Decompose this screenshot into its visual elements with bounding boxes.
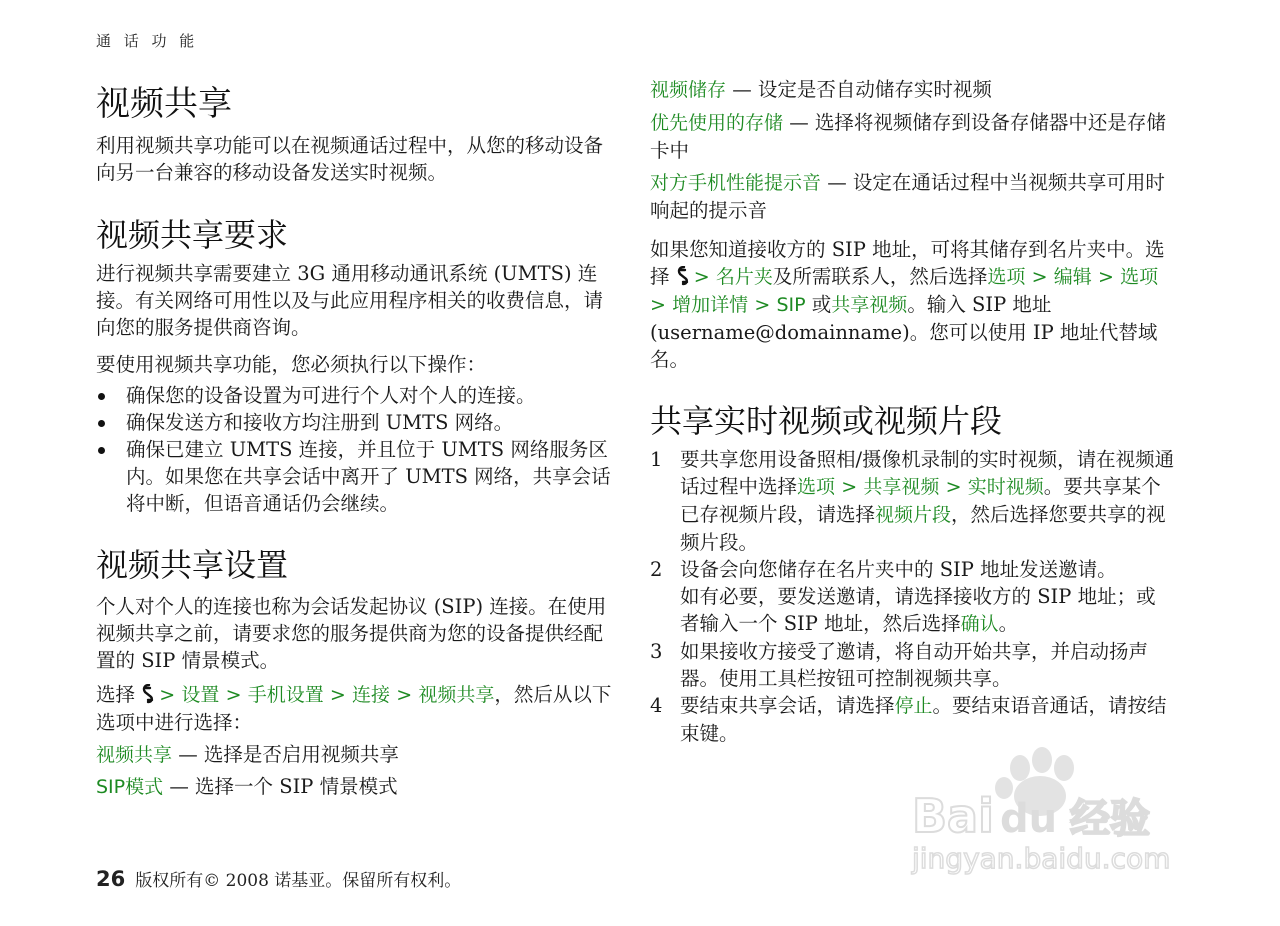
svg-text:Bai: Bai	[912, 789, 994, 843]
section-title-video-sharing: 视频共享	[96, 84, 232, 124]
option-label[interactable]: 视频储存	[650, 79, 727, 101]
heading-settings: 视频共享设置	[96, 546, 289, 584]
menu-path-sip[interactable]: SIP	[776, 294, 806, 316]
option-preferred-storage: 优先使用的存储 — 选择将视频储存到设备存储器中还是存储卡中	[650, 111, 1166, 162]
page-number: 26	[96, 867, 126, 891]
list-item: 3 如果接收方接受了邀请，将自动开始共享，并启动扬声器。使用工具栏按钮可控制视频共享。	[650, 640, 1149, 690]
option-video-sharing: 视频共享 — 选择是否启用视频共享	[96, 743, 399, 766]
list-item: 确保已建立 UMTS 连接，并且位于 UMTS 网络服务区内。如果您在共享会话中离开了 UMTS 网络，共享会话将中断，但语音通话仍会继续。	[96, 436, 621, 517]
running-head: 通 话 功 能	[96, 32, 199, 50]
list-item: 确保您的设备设置为可进行个人对个人的连接。	[96, 382, 621, 409]
menu-path-contacts[interactable]: 名片夹	[715, 266, 773, 288]
heading-share-live-video: 共享实时视频或视频片段	[650, 402, 1003, 440]
page-footer	[96, 866, 461, 891]
copyright-text: 版权所有© 2008 诺基亚。保留所有权利。	[135, 871, 462, 891]
list-item: 确保发送方和接收方均注册到 UMTS 网络。	[96, 409, 621, 436]
list-item: 1 要共享您用设备照相/摄像机录制的实时视频，请在视频通话过程中选择选项 > 共享视频 > 实时视频。要共享某个已存视频片段，请选择视频片段，然后选择您要共享的视频片段。	[650, 448, 1175, 554]
option-sip-profile: SIP模式 — 选择一个 SIP 情景模式	[96, 775, 398, 798]
menu-path-video-sharing[interactable]: 视频共享	[418, 684, 495, 706]
settings-path-paragraph: 选择 > 设置 > 手机设置 > 连接 > 视频共享，然后从以下选项中进行选择：	[96, 683, 612, 734]
menu-path-phone-settings[interactable]: 手机设置	[247, 684, 324, 706]
menu-path-share-video[interactable]: 共享视频	[863, 476, 940, 498]
option-label[interactable]: 对方手机性能提示音	[650, 172, 822, 194]
menu-path-video-clip[interactable]: 视频片段	[875, 504, 952, 526]
menu-key-icon	[676, 266, 692, 286]
requirements-list	[96, 382, 621, 517]
option-alert-tone: 对方手机性能提示音 — 设定在通话过程中当视频共享可用时响起的提示音	[650, 171, 1165, 222]
option-label[interactable]: 视频共享	[96, 744, 173, 766]
heading-requirements: 视频共享要求	[96, 216, 289, 254]
svg-text:经验: 经验	[1070, 796, 1150, 842]
menu-path-edit[interactable]: 编辑	[1053, 266, 1092, 288]
intro-paragraph: 利用视频共享功能可以在视频通话过程中，从您的移动设备向另一台兼容的移动设备发送实时视频。	[96, 134, 604, 184]
list-item: 2 设备会向您储存在名片夹中的 SIP 地址发送邀请。 如有必要，要发送邀请，请选择接收方的 SIP 地址；或者输入一个 SIP 地址，然后选择确认。	[650, 558, 1156, 635]
menu-path-options[interactable]: 选项	[987, 266, 1026, 288]
menu-path-live-video[interactable]: 实时视频	[967, 476, 1044, 498]
menu-path-share-video[interactable]: 共享视频	[831, 294, 908, 316]
menu-path-connection[interactable]: 连接	[352, 684, 391, 706]
menu-path-add-detail[interactable]: 增加详情	[672, 294, 749, 316]
svg-text:du: du	[1000, 796, 1058, 842]
menu-path-stop[interactable]: 停止	[894, 695, 933, 717]
settings-paragraph: 个人对个人的连接也称为会话发起协议 (SIP) 连接。在使用视频共享之前，请要求您的服务提供商为您的设备提供经配置的 SIP 情景模式。	[96, 595, 607, 672]
list-item: 4 要结束共享会话，请选择停止。要结束语音通话，请按结束键。	[650, 694, 1167, 745]
menu-path-options[interactable]: 选项	[797, 476, 836, 498]
menu-path-settings[interactable]: 设置	[181, 684, 220, 706]
option-label[interactable]: SIP模式	[96, 776, 164, 798]
menu-key-icon	[141, 684, 157, 704]
sip-address-paragraph: 如果您知道接收方的 SIP 地址，可将其储存到名片夹中。选择 > 名片夹及所需联系人，然后选择选项 > 编辑 > 选项 > 增加详情 > SIP 或共享视频。输入 SIP 地址 (username@domainname)。您可以使用 IP 地址代替域名。	[650, 238, 1165, 371]
requirements-lead: 要使用视频共享功能，您必须执行以下操作：	[96, 353, 487, 376]
requirements-paragraph: 进行视频共享需要建立 3G 通用移动通讯系统 (UMTS) 连接。有关网络可用性以及与此应用程序相关的收费信息，请向您的服务提供商咨询。	[96, 262, 604, 339]
menu-path-options-2[interactable]: 选项	[1120, 266, 1159, 288]
steps-list	[650, 446, 1175, 747]
baidu-paw-logo	[900, 740, 1220, 880]
baidu-jingyan-watermark	[900, 740, 1220, 884]
option-label[interactable]: 优先使用的存储	[650, 112, 784, 134]
menu-path-confirm[interactable]: 确认	[960, 613, 999, 635]
svg-text:jingyan.baidu.com: jingyan.baidu.com	[912, 842, 1171, 875]
option-video-storage: 视频储存 — 设定是否自动储存实时视频	[650, 78, 992, 101]
